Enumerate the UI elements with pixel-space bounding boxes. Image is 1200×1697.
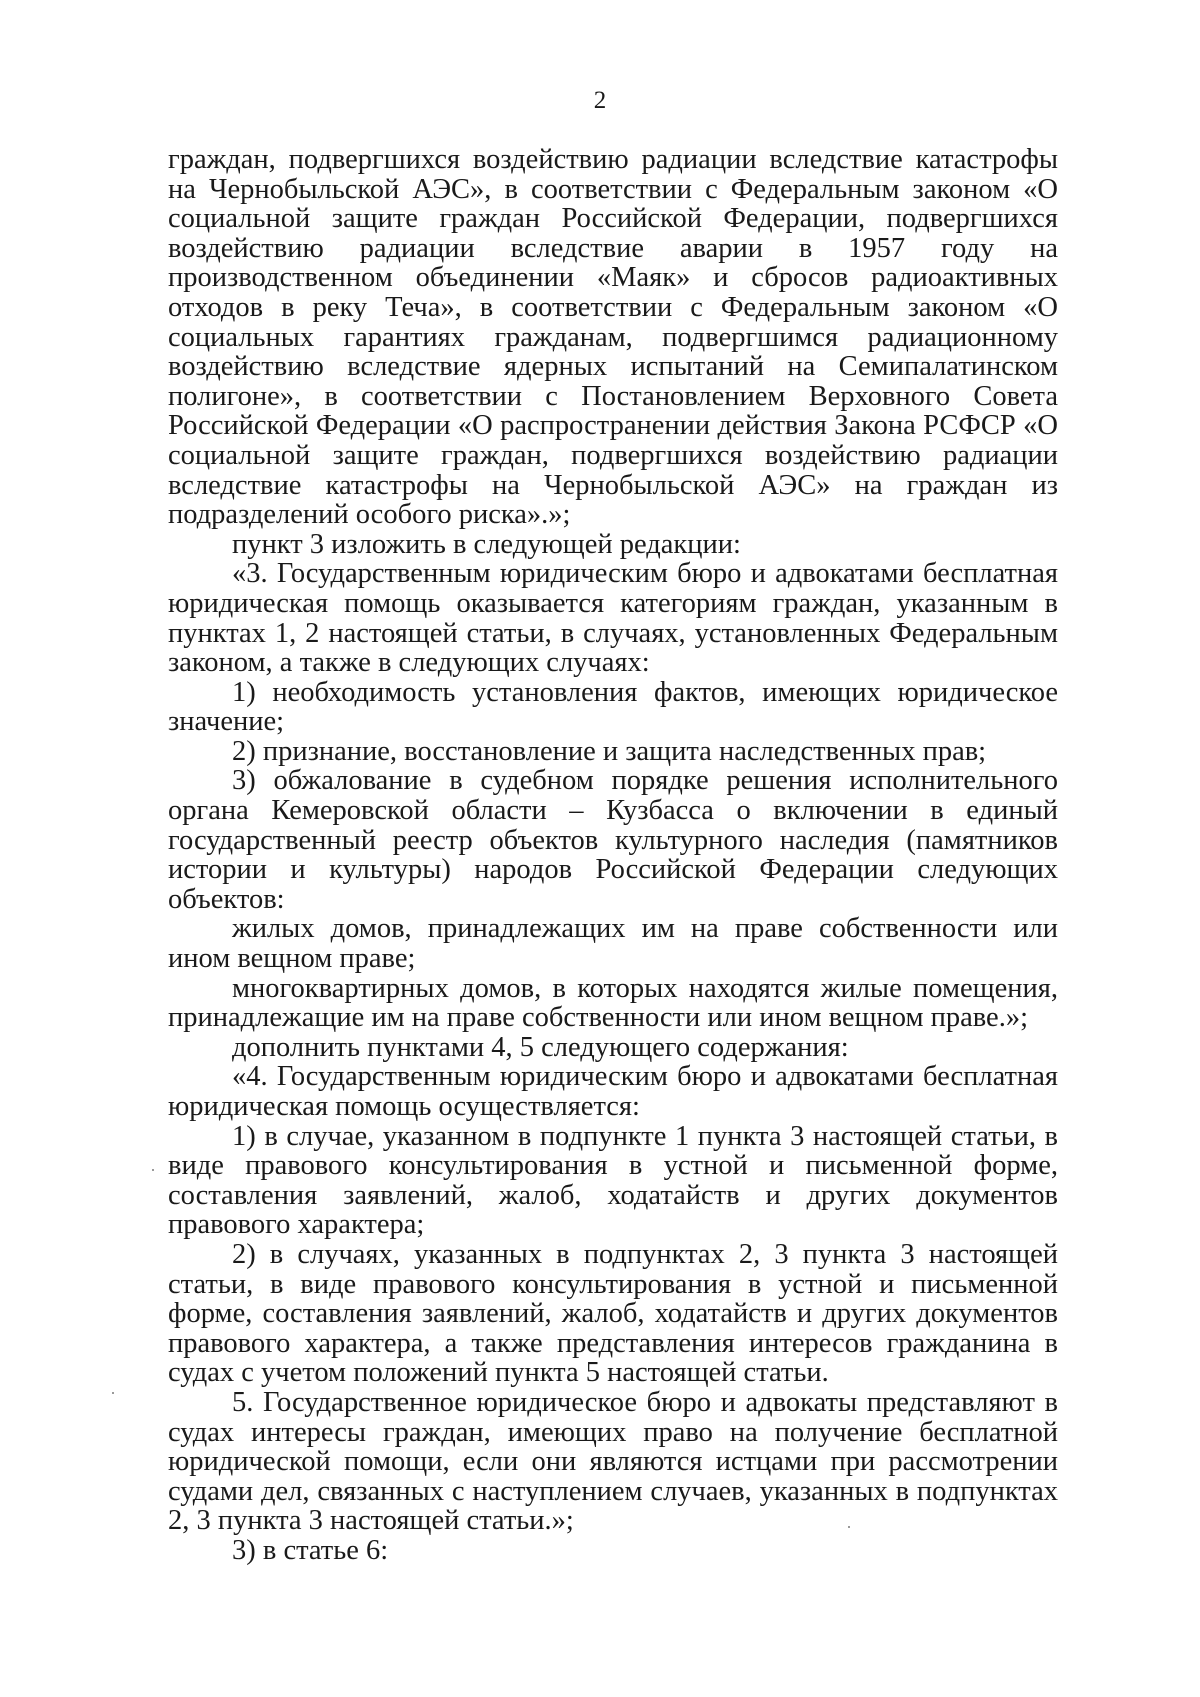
- paragraph-residential-houses: жилых домов, принадлежащих им на праве собственности или ином вещном праве;: [168, 913, 1058, 975]
- scan-speck: [112, 1392, 114, 1394]
- paragraph-article-6: 3) в статье 6:: [232, 1534, 389, 1566]
- paragraph-point-4-item-1: 1) в случае, указанном в подпункте 1 пункта 3 настоящей статьи, в виде правового консультирования в устной и письменной форме, составления заявлений, жалоб, ходатайств и других документов правового характера;: [168, 1120, 1058, 1241]
- paragraph-point-4: «4. Государственным юридическим бюро и адвокатами бесплатная юридическая помощь осуществляется:: [168, 1061, 1058, 1122]
- paragraph-apartment-buildings: многоквартирных домов, в которых находятся жилые помещения, принадлежащие им на праве собственности или ином вещном праве.»;: [168, 972, 1058, 1034]
- page-number: 2: [593, 87, 607, 114]
- paragraph-point-4-item-2: 2) в случаях, указанных в подпунктах 2, 3 пункта 3 настоящей статьи, в виде правового консультирования в устной и письменной форме, составления заявлений, жалоб, ходатайств и других документов правового характера, а также представления интересов гражданина в судах с учетом положений пункта 5 настоящей статьи.: [168, 1238, 1058, 1389]
- scan-speck: [152, 1169, 154, 1171]
- paragraph-add-points: дополнить пунктами 4, 5 следующего содержания:: [232, 1031, 849, 1063]
- paragraph-continuation: граждан, подвергшихся воздействию радиации вследствие катастрофы на Чернобыльской АЭС», в соответствии с Федеральным законом «О социальной защите граждан Российской Федерации, подвергшихся воздействию радиации вследствие аварии в 1957 году на производственном объединении «Маяк» и сбросов радиоактивных отходов в реку Теча», в соответствии с Федеральным законом «О социальных гарантиях гражданам, подвергшимся радиационному воздействию вследствие ядерных испытаний на Семипалатинском полигоне», в соответствии с Постановлением Верховного Совета Российской Федерации «О распространении действия Закона РСФСР «О социальной защите граждан, подвергшихся воздействию радиации вследствие катастрофы на Чернобыльской АЭС» на граждан из подразделений особого риска».»;: [168, 144, 1058, 531]
- paragraph-point-3: «3. Государственным юридическим бюро и адвокатами бесплатная юридическая помощь оказывается категориям граждан, указанным в пунктах 1, 2 настоящей статьи, в случаях, установленных Федеральным законом, а также в следующих случаях:: [168, 558, 1058, 679]
- paragraph-point-3-item-2: 2) признание, восстановление и защита наследственных прав;: [232, 735, 987, 767]
- scan-speck: [848, 1526, 850, 1528]
- paragraph-point-3-item-3: 3) обжалование в судебном порядке решения исполнительного органа Кемеровской области – Кузбасса о включении в единый государственный реестр объектов культурного наследия (памятников истории и культуры) народов Российской Федерации следующих объектов:: [168, 765, 1058, 915]
- paragraph-point-3-item-1: 1) необходимость установления фактов, имеющих юридическое значение;: [168, 676, 1058, 738]
- paragraph-amend-point-3: пункт 3 изложить в следующей редакции:: [232, 528, 741, 560]
- paragraph-point-5: 5. Государственное юридическое бюро и адвокаты представляют в судах интересы граждан, имеющих право на получение бесплатной юридической помощи, если они являются истцами при рассмотрении судами дел, связанных с наступлением случаев, указанных в подпунктах 2, 3 пункта 3 настоящей статьи.»;: [168, 1386, 1058, 1537]
- document-body: [168, 145, 1058, 1566]
